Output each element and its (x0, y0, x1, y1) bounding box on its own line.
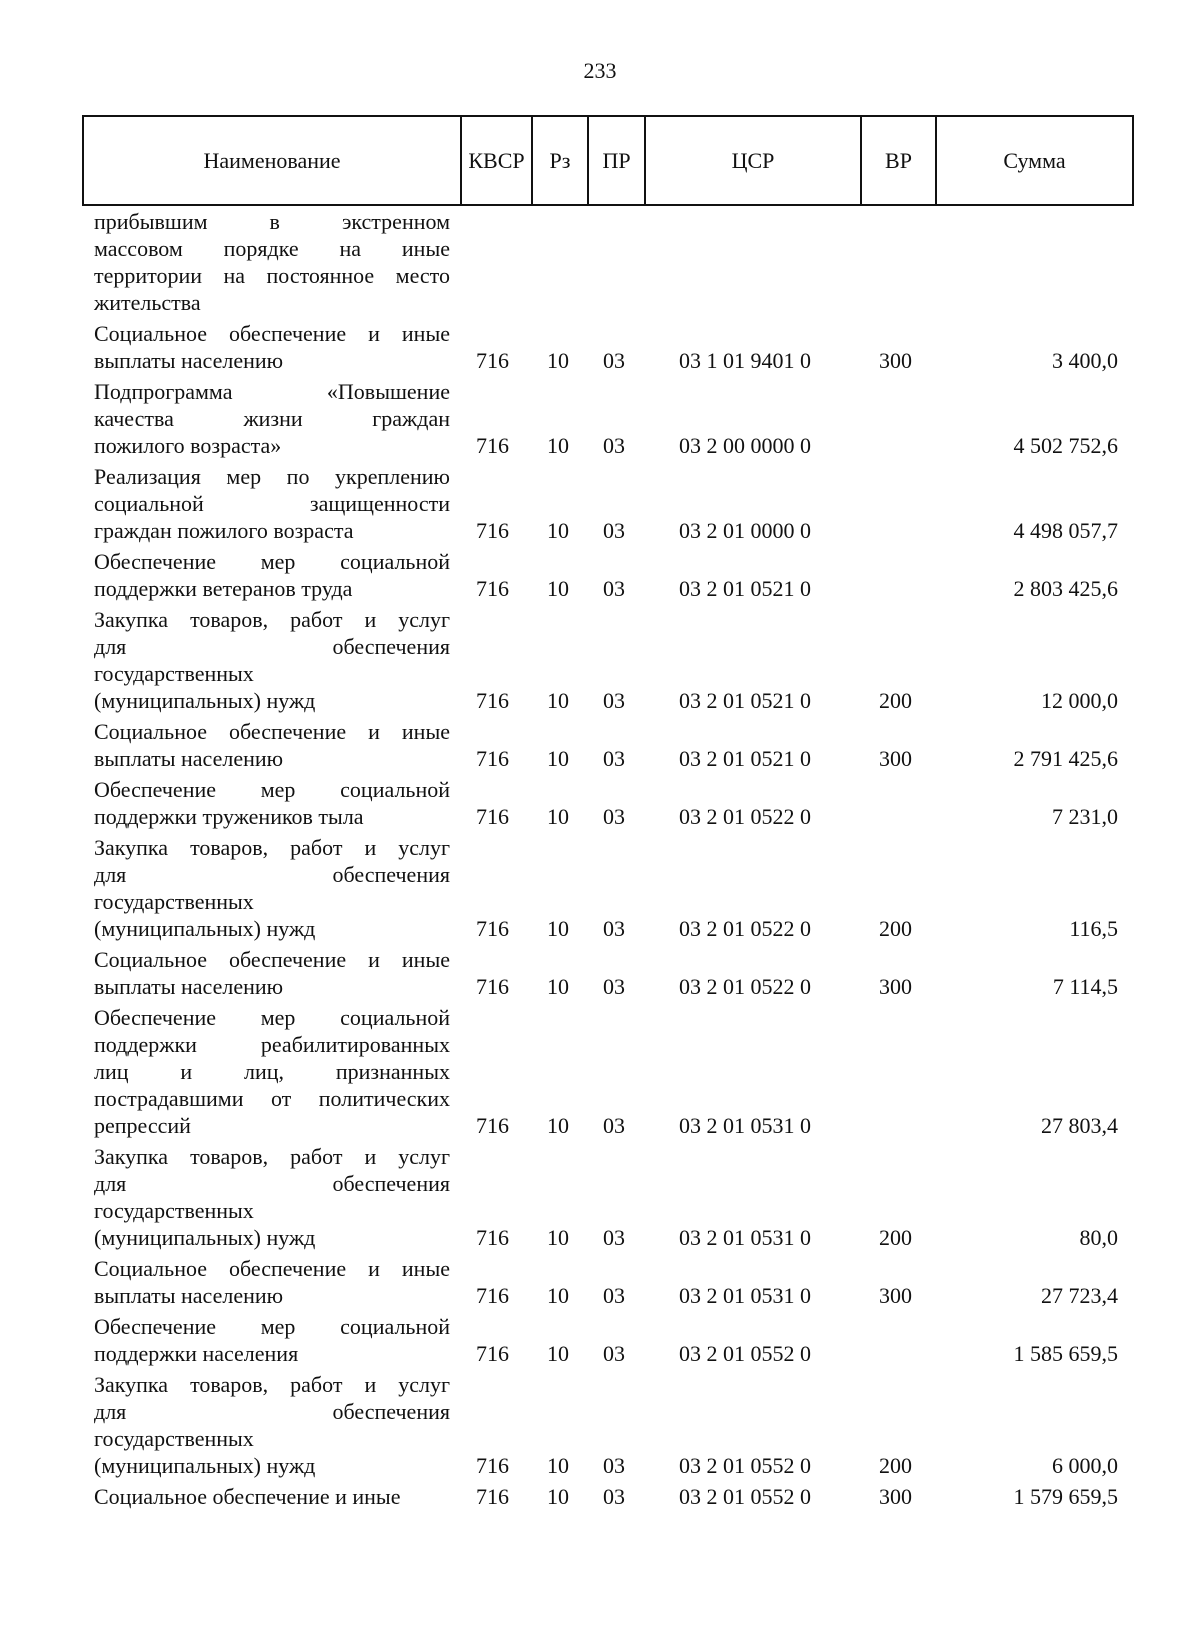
row-codes (0, 973, 1200, 1000)
row-sum: 2 791 425,6 (1013, 746, 1118, 771)
header-csr: ЦСР (646, 117, 862, 204)
header-sum: Сумма (1003, 147, 1066, 173)
row-name-line: поддержки ветеранов труда (94, 576, 353, 601)
row-pr: 03 (603, 1453, 625, 1478)
page-number: 233 (583, 58, 617, 83)
row-kvsr: 716 (476, 1113, 509, 1138)
row-name-line: (муниципальных) нужд (94, 916, 316, 941)
table-row (0, 1143, 1200, 1251)
row-vr: 300 (879, 746, 912, 771)
row-codes (0, 517, 1200, 544)
row-codes (0, 432, 1200, 459)
row-name-line: Социальное обеспечение и иные (94, 321, 450, 346)
row-pr: 03 (603, 1484, 625, 1509)
row-csr: 03 1 01 9401 0 (679, 348, 811, 373)
row-name-line: Обеспечение мер социальной (94, 1005, 450, 1030)
row-csr: 03 2 01 0522 0 (679, 804, 811, 829)
table-row (0, 834, 1200, 942)
row-name-line: для обеспечения (94, 862, 450, 887)
row-pr: 03 (603, 974, 625, 999)
row-name-line: Социальное обеспечение и иные (94, 719, 450, 744)
row-codes (0, 1452, 1200, 1479)
row-rz: 10 (547, 916, 569, 941)
row-rz: 10 (547, 518, 569, 543)
row-name-line: государственных (94, 1198, 254, 1223)
table-row (0, 718, 1200, 772)
row-sum: 6 000,0 (1052, 1453, 1118, 1478)
row-codes (0, 687, 1200, 714)
row-rz: 10 (547, 804, 569, 829)
row-pr: 03 (603, 348, 625, 373)
table-row (0, 1313, 1200, 1367)
row-codes (0, 1282, 1200, 1309)
row-vr: 300 (879, 1484, 912, 1509)
table-row (0, 1483, 1200, 1510)
row-vr: 200 (879, 1453, 912, 1478)
table-row (0, 208, 1200, 316)
row-kvsr: 716 (476, 1484, 509, 1509)
row-name-line: для обеспечения (94, 1171, 450, 1196)
row-sum: 80,0 (1079, 1225, 1118, 1250)
row-kvsr: 716 (476, 974, 509, 999)
row-pr: 03 (603, 688, 625, 713)
row-kvsr: 716 (476, 804, 509, 829)
row-rz: 10 (547, 433, 569, 458)
row-name-line: выплаты населению (94, 348, 284, 373)
row-kvsr: 716 (476, 1341, 509, 1366)
row-csr: 03 2 01 0000 0 (679, 518, 811, 543)
row-pr: 03 (603, 433, 625, 458)
row-codes (0, 745, 1200, 772)
row-kvsr: 716 (476, 433, 509, 458)
row-name-line: территории на постоянное место (94, 263, 450, 288)
row-sum: 1 585 659,5 (1013, 1341, 1118, 1366)
row-csr: 03 2 01 0521 0 (679, 576, 811, 601)
row-csr: 03 2 01 0522 0 (679, 974, 811, 999)
row-sum: 27 803,4 (1041, 1113, 1118, 1138)
row-rz: 10 (547, 746, 569, 771)
row-name-line: лиц и лиц, признанных (94, 1059, 450, 1084)
row-pr: 03 (603, 1341, 625, 1366)
row-name-line: Обеспечение мер социальной (94, 1314, 450, 1339)
row-pr: 03 (603, 1225, 625, 1250)
header-pr: ПР (589, 117, 646, 204)
row-csr: 03 2 00 0000 0 (679, 433, 811, 458)
row-name-line: Социальное обеспечение и иные (94, 947, 450, 972)
row-name-line: граждан пожилого возраста (94, 518, 354, 543)
table-row (0, 320, 1200, 374)
row-rz: 10 (547, 348, 569, 373)
row-name-line: государственных (94, 661, 254, 686)
row-name-line: пострадавшими от политических (94, 1086, 450, 1111)
row-rz: 10 (547, 1453, 569, 1478)
row-name-line: для обеспечения (94, 634, 450, 659)
row-sum: 2 803 425,6 (1013, 576, 1118, 601)
row-name-line: государственных (94, 1426, 254, 1451)
header-rz: Рз (533, 117, 589, 204)
row-codes (0, 1483, 1200, 1510)
row-csr: 03 2 01 0531 0 (679, 1283, 811, 1308)
row-pr: 03 (603, 1283, 625, 1308)
row-name-line: социальной защищенности (94, 491, 450, 516)
row-kvsr: 716 (476, 1283, 509, 1308)
row-rz: 10 (547, 1113, 569, 1138)
row-name-line: Закупка товаров, работ и услуг (94, 1144, 450, 1169)
table-row (0, 606, 1200, 714)
row-name-line: выплаты населению (94, 746, 284, 771)
row-rz: 10 (547, 1283, 569, 1308)
table-body (0, 208, 1200, 1514)
row-sum: 7 114,5 (1052, 974, 1118, 999)
row-rz: 10 (547, 688, 569, 713)
row-name-line: выплаты населению (94, 974, 284, 999)
row-csr: 03 2 01 0531 0 (679, 1113, 811, 1138)
table-row (0, 548, 1200, 602)
row-name-line: Обеспечение мер социальной (94, 549, 450, 574)
row-kvsr: 716 (476, 518, 509, 543)
row-csr: 03 2 01 0522 0 (679, 916, 811, 941)
row-name-line: Закупка товаров, работ и услуг (94, 835, 450, 860)
row-codes (0, 347, 1200, 374)
row-name-line: выплаты населению (94, 1283, 284, 1308)
row-csr: 03 2 01 0552 0 (679, 1484, 811, 1509)
row-name-line: прибывшим в экстренном (94, 209, 450, 234)
row-name-line: поддержки населения (94, 1341, 299, 1366)
row-vr: 300 (879, 348, 912, 373)
table-row (0, 776, 1200, 830)
row-name-line: (муниципальных) нужд (94, 1453, 316, 1478)
row-vr: 200 (879, 916, 912, 941)
row-name-line: Социальное обеспечение и иные (94, 1256, 450, 1281)
table-row (0, 378, 1200, 459)
row-name-line: массовом порядке на иные (94, 236, 450, 261)
row-name-line: Обеспечение мер социальной (94, 777, 450, 802)
table-header (82, 115, 1134, 206)
row-rz: 10 (547, 974, 569, 999)
row-rz: 10 (547, 576, 569, 601)
row-codes (0, 803, 1200, 830)
row-sum: 27 723,4 (1041, 1283, 1118, 1308)
row-kvsr: 716 (476, 348, 509, 373)
row-name-line: Закупка товаров, работ и услуг (94, 607, 450, 632)
row-csr: 03 2 01 0552 0 (679, 1341, 811, 1366)
row-kvsr: 716 (476, 576, 509, 601)
row-sum: 7 231,0 (1052, 804, 1118, 829)
row-csr: 03 2 01 0521 0 (679, 746, 811, 771)
header-kvsr: КВСР (462, 117, 533, 204)
row-pr: 03 (603, 576, 625, 601)
row-rz: 10 (547, 1484, 569, 1509)
row-sum: 12 000,0 (1041, 688, 1118, 713)
row-csr: 03 2 01 0521 0 (679, 688, 811, 713)
header-vr: ВР (862, 117, 937, 204)
table-row (0, 1255, 1200, 1309)
row-pr: 03 (603, 1113, 625, 1138)
row-vr: 300 (879, 1283, 912, 1308)
row-rz: 10 (547, 1341, 569, 1366)
row-sum: 4 502 752,6 (1013, 433, 1118, 458)
row-kvsr: 716 (476, 916, 509, 941)
row-name-line: Социальное обеспечение и иные (94, 1484, 401, 1509)
row-vr: 200 (879, 1225, 912, 1250)
row-kvsr: 716 (476, 688, 509, 713)
row-pr: 03 (603, 804, 625, 829)
row-pr: 03 (603, 916, 625, 941)
row-csr: 03 2 01 0531 0 (679, 1225, 811, 1250)
row-codes (0, 575, 1200, 602)
row-name-line: жительства (94, 290, 201, 315)
row-codes (0, 289, 1200, 316)
row-name-line: (муниципальных) нужд (94, 688, 316, 713)
row-codes (0, 1112, 1200, 1139)
row-name-line: поддержки тружеников тыла (94, 804, 364, 829)
table-row (0, 1004, 1200, 1139)
row-sum: 116,5 (1069, 916, 1118, 941)
table-row (0, 1371, 1200, 1479)
row-name-line: репрессий (94, 1113, 191, 1138)
row-vr: 200 (879, 688, 912, 713)
row-codes (0, 1340, 1200, 1367)
row-name-line: Реализация мер по укреплению (94, 464, 450, 489)
row-sum: 1 579 659,5 (1013, 1484, 1118, 1509)
row-pr: 03 (603, 746, 625, 771)
row-codes (0, 915, 1200, 942)
row-name-line: Закупка товаров, работ и услуг (94, 1372, 450, 1397)
row-kvsr: 716 (476, 1453, 509, 1478)
row-kvsr: 716 (476, 746, 509, 771)
row-name-line: (муниципальных) нужд (94, 1225, 316, 1250)
row-codes (0, 1224, 1200, 1251)
row-name-line: Подпрограмма «Повышение (94, 379, 450, 404)
row-vr: 300 (879, 974, 912, 999)
row-name-line: качества жизни граждан (94, 406, 450, 431)
row-kvsr: 716 (476, 1225, 509, 1250)
row-pr: 03 (603, 518, 625, 543)
row-sum: 3 400,0 (1052, 348, 1118, 373)
row-name-line: поддержки реабилитированных (94, 1032, 450, 1057)
table-row (0, 946, 1200, 1000)
row-name-line: государственных (94, 889, 254, 914)
row-sum: 4 498 057,7 (1013, 518, 1118, 543)
row-rz: 10 (547, 1225, 569, 1250)
row-name-line: для обеспечения (94, 1399, 450, 1424)
header-name: Наименование (84, 117, 462, 204)
row-name-line: пожилого возраста» (94, 433, 282, 458)
table-row (0, 463, 1200, 544)
row-csr: 03 2 01 0552 0 (679, 1453, 811, 1478)
